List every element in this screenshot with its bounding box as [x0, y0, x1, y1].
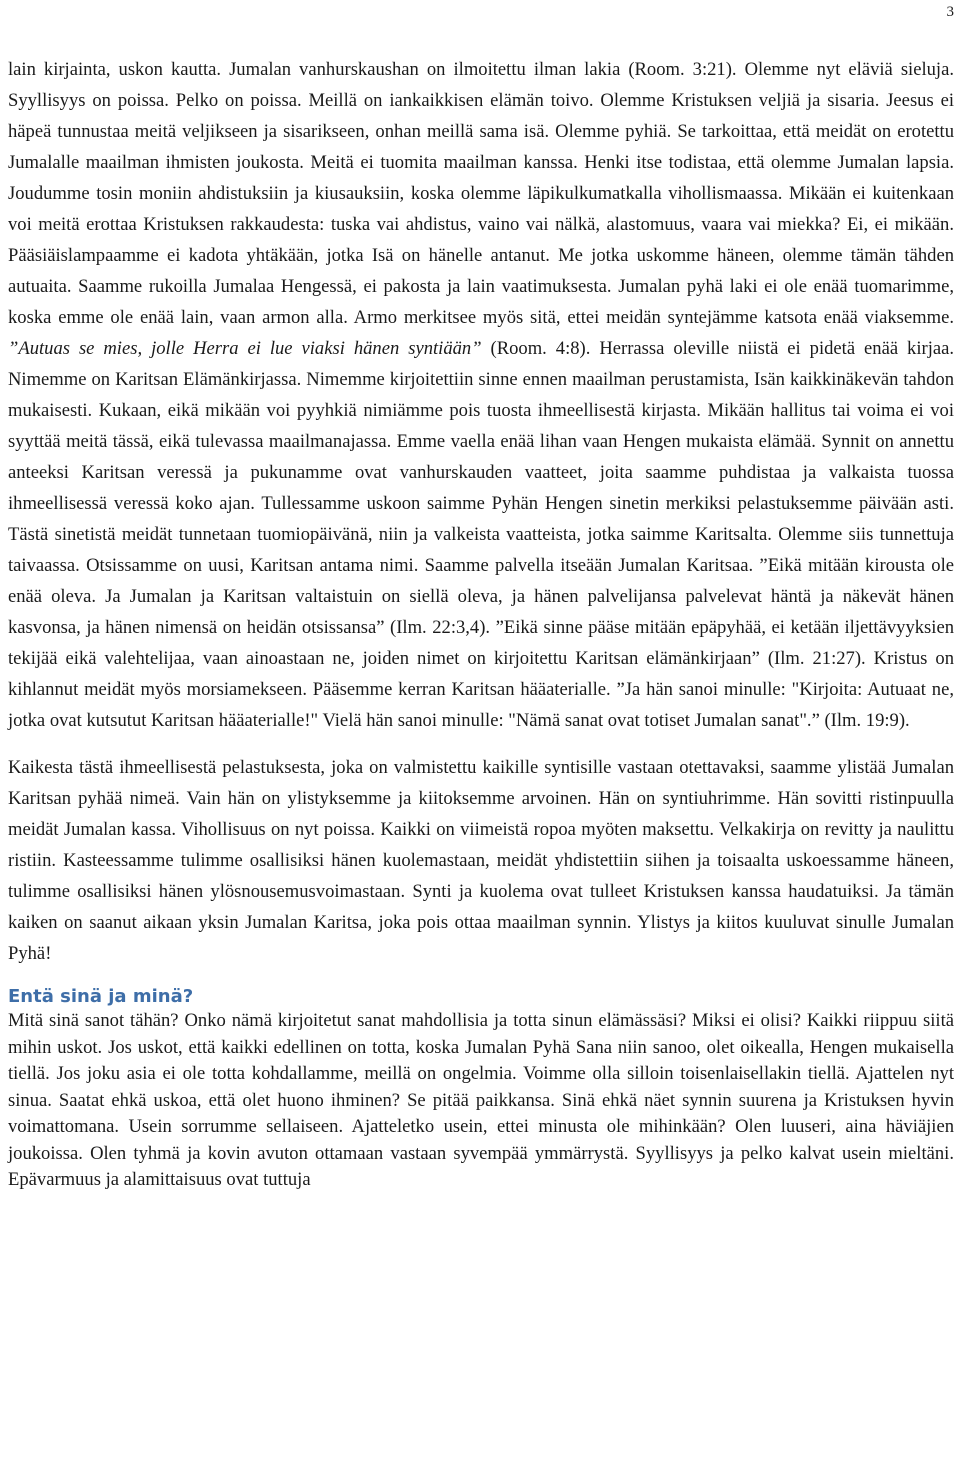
section-heading: Entä sinä ja minä?: [8, 986, 194, 1007]
page-number: 3: [946, 4, 954, 20]
scripture-quote: ”Autuas se mies, jolle Herra ei lue viaksi hänen syntiään”: [8, 338, 482, 359]
paragraph-text: lain kirjainta, uskon kautta. Jumalan vanhurskaushan on ilmoitettu ilman lakia (Room. 3:21). Olemme nyt eläviä sieluja. Syyllisyys on poissa. Pelko on poissa. Meillä on iankaikkisen elämän toivo. Olemme Kristuksen veljiä ja sisaria. Jeesus ei häpeä tunnustaa meitä veljikseen ja sisarikseen, onhan meillä sama isä. Olemme pyhiä. Se tarkoittaa, että meidät on erotettu Jumalalle maailman ihmisten joukosta. Meitä ei tuomita maailman kanssa. Henki itse todistaa, että olemme Jumalan lapsia. Joudumme tosin moniin ahdistuksiin ja kiusauksiin, koska olemme läpikulkumatkalla vihollismaassa. Mikään ei kuitenkaan voi meitä erottaa Kristuksen rakkaudesta: tuska vai ahdistus, vaino vai nälkä, alastomuus, vaara vai miekka? Ei, ei mikään. Pääsiäislampaamme ei kadota yhtäkään, jotka Isä on hänelle antanut. Me jotka uskomme häneen, olemme tämän tähden autuaita. Saamme rukoilla Jumalaa Hengessä, ei pakosta ja lain vaatimuksesta. Jumalan pyhä laki ei ole enää tuomarimme, koska emme ole enää lain, vaan armon alla. Armo merkitsee myös sitä, ettei meidän syntejämme katsota enää viaksemme.: [8, 59, 954, 328]
body-paragraph: [8, 54, 954, 736]
section-paragraph: Mitä sinä sanot tähän? Onko nämä kirjoitetut sanat mahdollisia ja totta sinun elämässäsi? Miksi ei olisi? Kaikki riippuu siitä mihin uskot. Jos uskot, että kaikki edellinen on totta, koska Jumalan Pyhä Sana niin sanoo, olet oikealla, Hengen mukaisella tiellä. Jos joku asia ei ole totta kohdallamme, meillä on ongelmia. Voimme olla silloin toisenlaisellakin tiellä. Ajattelen nyt sinua. Saatat ehkä uskoa, että olet huono ihminen? Se pitää paikkansa. Sinä ehkä näet synnin suurena ja Kristuksen hyvin voimattomana. Usein sorrumme sellaiseen. Ajatteletko usein, ettei minusta ole mihinkään? Olen luuseri, aina häviäjien joukoissa. Olen tyhmä ja kovin avuton ottamaan vastaan syvempää ymmärrystä. Syyllisyys ja pelko kalvat usein mieltäni. Epävarmuus ja alamittaisuus ovat tuttuja: [8, 1010, 954, 1190]
body-paragraph: Kaikesta tästä ihmeellisestä pelastuksesta, joka on valmistettu kaikille syntisille vastaan otettavaksi, saamme ylistää Jumalan Karitsan pyhää nimeä. Vain hän on ylistyksemme ja kiitoksemme arvoinen. Hän on syntiuhrimme. Hän sovitti ristinpuulla meidät Jumalan kassa. Vihollisuus on nyt poissa. Kaikki on viimeistä ropoa myöten maksettu. Velkakirja on revitty ja naulittu ristiin. Kasteessamme tulimme osallisiksi hänen kuolemastaan, meidät yhdistettiin siihen ja toisaalta uskoessamme häneen, tulimme osallisiksi hänen ylösnousemusvoimastaan. Synti ja kuolema ovat tulleet Kristuksen kanssa haudatuiksi. Ja tämän kaiken on saanut aikaan yksin Jumalan Karitsa, joka pois ottaa maailman synnin. Ylistys ja kiitos kuuluvat sinulle Jumalan Pyhä!: [8, 757, 954, 964]
paragraph-text: (Room. 4:8). Herrassa oleville niistä ei pidetä enää kirjaa. Nimemme on Karitsan Elämänkirjassa. Nimemme kirjoitettiin sinne ennen maailman perustamista, Isän kaikkinäkevän tahdon mukaisesti. Kukaan, eikä mikään voi pyyhkiä nimiämme pois tuosta ihmeellisestä kirjasta. Mikään hallitus tai voima ei voi syyttää meitä tässä, eikä tulevassa maailmanajassa. Emme vaella enää lihan vaan Hengen mukaista elämää. Synnit on annettu anteeksi Karitsan veressä ja pukunamme ovat vanhurskauden vaatteet, joita saamme puhdistaa ja valkaista tuossa ihmeellisessä veressä koko ajan. Tullessamme uskoon saimme Pyhän Hengen sinetin merkiksi pelastuksemme päivään asti. Tästä sinetistä meidät tunnetaan tuomiopäivänä, niin ja valkeista vaatteista, jotka saimme Karitsalta. Olemme siis tunnettuja taivaassa. Otsissamme on uusi, Karitsan antama nimi. Saamme palvella itseään Jumalan Karitsaa. ”Eikä mitään kirousta ole enää oleva. Ja Jumalan ja Karitsan valtaistuin on siellä oleva, ja hänen palvelijansa palvelevat häntä ja näkevät hänen kasvonsa, ja hänen nimensä on heidän otsissansa” (Ilm. 22:3,4). ”Eikä sinne pääse mitään epäpyhää, ei ketään iljettävyyksien tekijää eikä valehtelijaa, vaan ainoastaan ne, joiden nimet on kirjoitettu Karitsan elämänkirjaan” (Ilm. 21:27). Kristus on kihlannut meidät myös morsiamekseen. Pääsemme kerran Karitsan hääaterialle. ”Ja hän sanoi minulle: "Kirjoita: Autuaat ne, jotka ovat kutsutut Karitsan hääaterialle!" Vielä hän sanoi minulle: "Nämä sanat ovat totiset Jumalan sanat".” (Ilm. 19:9).: [8, 338, 955, 731]
document-body: [8, 54, 954, 1194]
